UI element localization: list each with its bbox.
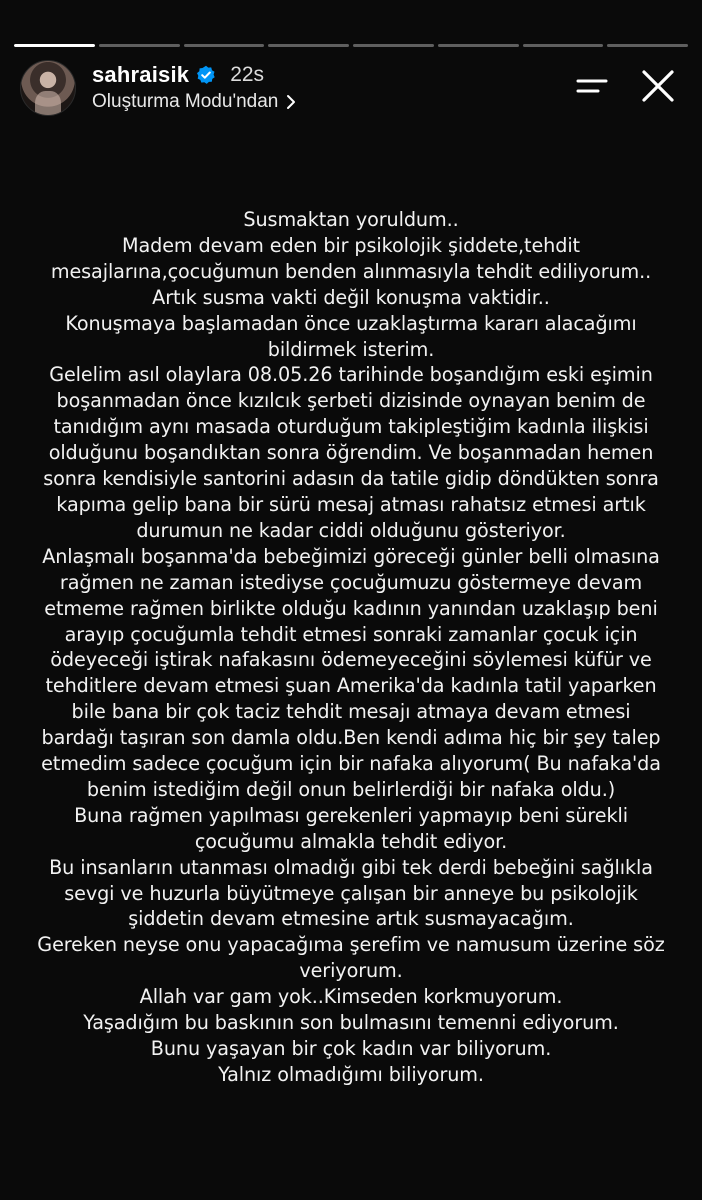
- username[interactable]: sahraisik: [92, 62, 190, 87]
- story-text-line: Bu insanların utanması olmadığı gibi tek derdi bebeğini sağlıkla: [49, 855, 653, 879]
- story-text-line: şiddetin devam etmesine artık susmayacağım.: [128, 907, 574, 931]
- story-text-line: tehditlere devam etmesi şuan Amerika'da kadınla tatil yaparken: [45, 674, 657, 698]
- post-time: 22s: [230, 63, 265, 86]
- user-row: [92, 62, 264, 88]
- progress-segment: [353, 44, 434, 47]
- story-text-line: Bunu yaşayan bir çok kadın var biliyorum.: [150, 1037, 552, 1060]
- story-text-line: Yalnız olmadığımı biliyorum.: [218, 1062, 484, 1086]
- story-text-line: kapıma gelip bana bir sürü mesaj atması rahatsız etmesi artık: [56, 492, 646, 516]
- story-text-line: Konuşmaya başlamadan önce uzaklaştırma kararı alacağımı: [65, 311, 637, 335]
- story-text-line: sevgi ve huzurla büyütmeye çalışan bir anneye bu psikolojik: [64, 881, 638, 905]
- story-text-line: Artık susma vakti değil konuşma vaktidir..: [152, 285, 550, 309]
- progress-segment: [99, 44, 180, 47]
- story-text-line: bardağı taşıran son damla oldu.Ben kendi adıma hiç bir şey talep: [41, 726, 661, 750]
- progress-segment: [438, 44, 519, 47]
- progress-segment: [184, 44, 265, 47]
- story-text-line: Buna rağmen yapılması gerekenleri yapmayıp beni sürekli: [74, 803, 628, 827]
- avatar[interactable]: [20, 60, 76, 116]
- story-text-line: Allah var gam yok..Kimseden korkmuyorum.: [139, 985, 563, 1009]
- story-header: [20, 60, 688, 116]
- story-text-line: olduğunu boşandıktan sonra öğrendim. Ve boşanmadan hemen: [48, 441, 654, 465]
- story-progress-bar: [14, 44, 688, 47]
- story-text-line: arayıp çocuğumla tehdit etmesi sonraki zamanlar çocuk için: [64, 622, 638, 646]
- source-link[interactable]: [92, 90, 296, 114]
- story-text-line: çocuğumu almakla tehdit ediyor.: [194, 829, 508, 853]
- chevron-right-icon: [286, 94, 296, 110]
- story-text-line: boşanmadan önce kızılcık şerbeti dizisinde oynayan benim de: [56, 389, 646, 413]
- progress-segment: [14, 44, 95, 47]
- progress-segment: [607, 44, 688, 47]
- story-text-line: mesajlarına,çocuğumun benden alınmasıyla tehdit ediliyorum..: [50, 259, 652, 283]
- story-text-line: sonra kendisiyle santorini adasın da tatile gidip döndükten sonra: [43, 467, 659, 491]
- story-text-line: Gelelim asıl olaylara 08.05.26 tarihinde boşandığım eski eşimin: [49, 363, 653, 387]
- story-text-line: veriyorum.: [299, 959, 403, 983]
- story-text-line: Anlaşmalı boşanma'da bebeğimizi göreceği günler belli olmasına: [42, 544, 660, 568]
- story-text-line: Yaşadığım bu baskının son bulmasını temenni ediyorum.: [83, 1011, 619, 1035]
- story-text: [30, 207, 672, 1088]
- close-icon[interactable]: [640, 68, 676, 104]
- story-text-line: rağmen ne zaman istediyse çocuğumuzu göstermeye devam: [59, 570, 643, 594]
- progress-fill: [14, 44, 95, 47]
- progress-segment: [523, 44, 604, 47]
- source-label: Oluşturma Modu'ndan: [92, 91, 279, 112]
- progress-segment: [268, 44, 349, 47]
- story-text-line: ödeyeceği iştirak nafakasını ödemeyeceğini söylemesi küfür ve: [50, 648, 652, 672]
- story-text-line: benim istediğim değil onun belirlerdiği bir nafaka oldu.): [86, 777, 616, 801]
- verified-badge-icon: [196, 65, 216, 85]
- story-text-line: etmedim sadece çocuğum için bir nafaka alıyorum( Bu nafaka'da: [41, 752, 661, 776]
- story-text-line: tanıdığım aynı masada oturduğum takipleştiğim kadınla ilişkisi: [53, 415, 649, 439]
- story-text-line: bildirmek isterim.: [267, 337, 435, 361]
- story-text-line: etmeme rağmen birlikte olduğu kadının yanından uzaklaşıp beni: [44, 596, 658, 620]
- story-text-line: Susmaktan yoruldum..: [243, 208, 459, 231]
- menu-icon[interactable]: [574, 70, 610, 100]
- story-text-line: Gereken neyse onu yapacağıma şerefim ve namusum üzerine söz: [37, 933, 665, 957]
- story-text-line: Madem devam eden bir psikolojik şiddete,tehdit: [122, 233, 580, 257]
- story-text-line: durumun ne kadar ciddi olduğunu gösteriyor.: [136, 518, 566, 542]
- story-text-line: bile bana bir çok taciz tehdit mesajı atmaya devam etmesi: [71, 700, 631, 724]
